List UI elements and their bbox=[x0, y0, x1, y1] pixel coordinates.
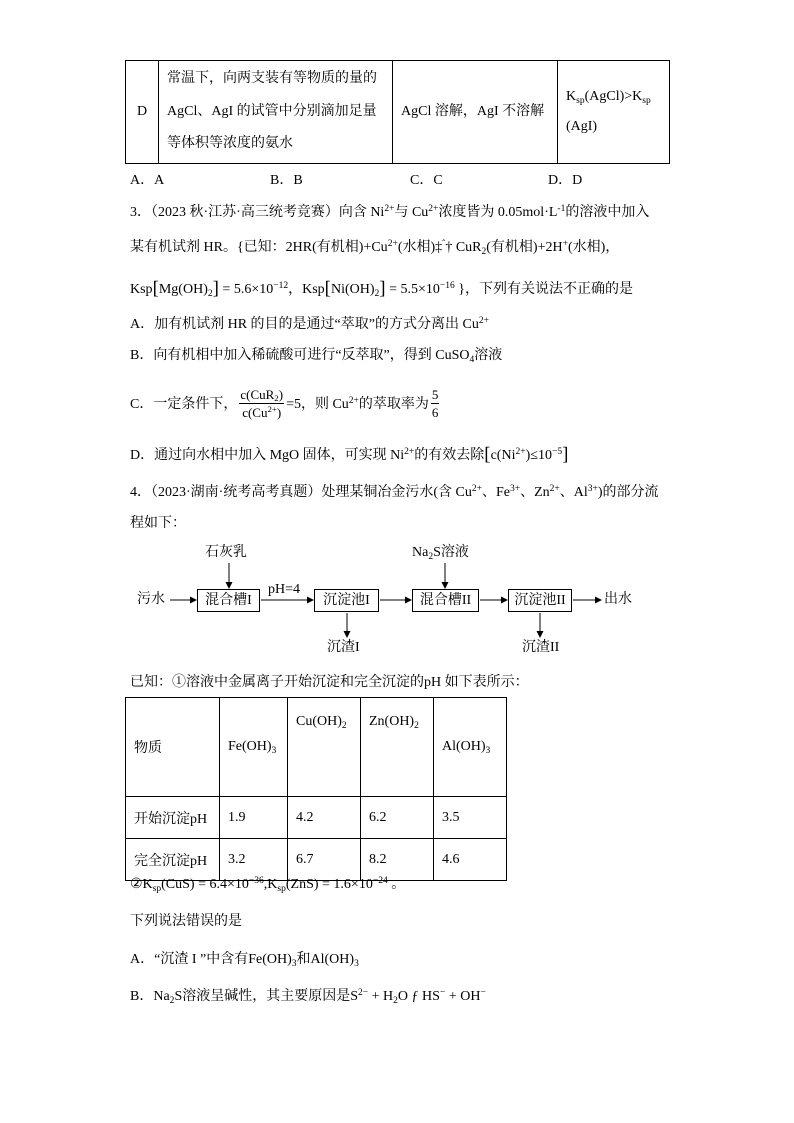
text-run: 已知：①溶液中金属离子开始沉淀和完全沉淀的pH 如下表所示： bbox=[130, 675, 529, 690]
large-bracket: ] bbox=[562, 444, 569, 466]
text-run: 、Al bbox=[559, 485, 588, 500]
text-run: 、Fe bbox=[481, 485, 510, 500]
text-run: 程如下： bbox=[130, 516, 186, 531]
text-run: 浓度皆为 0.05mol·L bbox=[438, 205, 558, 220]
superscript-text: -1 bbox=[557, 203, 566, 214]
text-run: (有机相)+2H bbox=[486, 240, 563, 255]
header-cu-oh-2 bbox=[288, 698, 361, 797]
text-run: 某有机试剂 HR。{已知：2HR(有机相)+Cu bbox=[130, 240, 388, 255]
superscript-text: 3+ bbox=[587, 483, 598, 494]
superscript-text: 2+ bbox=[471, 483, 482, 494]
q4-option-a[interactable] bbox=[130, 950, 359, 970]
q4-option-b[interactable] bbox=[130, 987, 486, 1007]
large-bracket: ] bbox=[212, 278, 219, 300]
text-run: Mg(OH) bbox=[158, 282, 208, 297]
row-label-cell bbox=[126, 61, 159, 164]
table-cell: 3.5 bbox=[434, 797, 507, 839]
extraction-rate-fraction bbox=[431, 387, 440, 420]
table-row bbox=[126, 61, 670, 164]
text-run: 的溶液中加入 bbox=[565, 205, 650, 220]
large-bracket: [ bbox=[324, 278, 331, 300]
fraction-denominator bbox=[432, 404, 439, 420]
text-run: =5，则 Cu bbox=[286, 397, 349, 412]
table-cell: 4.2 bbox=[288, 797, 361, 839]
q4-prompt: 下列说法错误的是 bbox=[130, 914, 242, 929]
text-run: Al(OH) bbox=[442, 739, 486, 754]
table-cell: 3.2 bbox=[220, 839, 288, 881]
q3-stem-line-1 bbox=[130, 203, 649, 223]
text-run: Fe(OH) bbox=[228, 739, 272, 754]
header-zn-oh-2 bbox=[361, 698, 434, 797]
text-run: ,K bbox=[263, 877, 278, 892]
superscript-text: − bbox=[439, 987, 446, 998]
text-run: AgCl、AgI 的试管中分别滴加足量 bbox=[167, 103, 377, 119]
conclusion-cell bbox=[558, 61, 670, 164]
text-run: A．“沉渣 I ”中含有Fe(OH) bbox=[130, 952, 292, 967]
text-run: + OH bbox=[445, 989, 481, 1004]
option-c-prefix bbox=[130, 393, 237, 413]
text-run: Ksp bbox=[130, 282, 153, 297]
subscript-text: sp bbox=[277, 883, 286, 894]
subscript-text: 2 bbox=[428, 551, 434, 562]
table-header-row bbox=[126, 698, 507, 797]
subscript-text: 3 bbox=[291, 958, 297, 969]
text-run: (水相)‡ bbox=[397, 240, 443, 255]
superscript-text: ˆ bbox=[442, 238, 446, 249]
superscript-text: −24 bbox=[372, 875, 388, 886]
q2-option-c[interactable]: C．C bbox=[410, 173, 443, 188]
text-run: S溶液呈碱性，其主要原因是S bbox=[174, 989, 359, 1004]
text-run: ) bbox=[278, 386, 284, 402]
row-label-complete-ph: 完全沉淀pH bbox=[126, 839, 220, 881]
operation-line-1 bbox=[167, 63, 384, 96]
conclusion-line-1 bbox=[566, 82, 661, 112]
superscript-text: − bbox=[480, 987, 486, 998]
text-run: 5 bbox=[431, 386, 439, 402]
superscript-text: 2+ bbox=[387, 238, 398, 249]
subscript-text: 2 bbox=[481, 246, 487, 257]
text-run: 3．（2023 秋·江苏·高三统考竞赛）向含 Ni bbox=[130, 205, 385, 220]
q4-stem-line-2 bbox=[130, 514, 186, 534]
box-label: 沉淀池I bbox=[323, 593, 370, 608]
superscript-text: + bbox=[562, 238, 568, 249]
text-run: (AgI) bbox=[566, 119, 598, 134]
large-bracket: [ bbox=[484, 444, 491, 466]
flow-box-settling-tank-1 bbox=[314, 589, 379, 612]
flow-box-mixing-tank-1 bbox=[197, 589, 260, 612]
superscript-text: 3+ bbox=[509, 483, 521, 494]
superscript-text: 2+ bbox=[515, 446, 526, 457]
q3-option-b[interactable] bbox=[130, 346, 502, 366]
large-bracket: ] bbox=[379, 278, 386, 300]
text-run: 常温下，向两支装有等物质的量的 bbox=[167, 71, 377, 87]
subscript-text: 2 bbox=[207, 288, 213, 299]
precipitation-ph-table bbox=[125, 697, 507, 881]
text-run: A．加有机试剂 HR 的目的是通过“萃取”的方式分离出 Cu bbox=[130, 317, 479, 332]
header-substance bbox=[126, 698, 220, 797]
text-run: K bbox=[566, 89, 577, 104]
subscript-text: 3 bbox=[271, 745, 277, 756]
row-label: D bbox=[136, 104, 148, 119]
text-run: ②K bbox=[130, 877, 153, 892]
q3-option-c[interactable] bbox=[130, 385, 441, 421]
text-run: ) bbox=[276, 404, 282, 420]
text-run: Ni(OH) bbox=[330, 282, 375, 297]
superscript-text: −12 bbox=[273, 280, 289, 291]
q3-option-a[interactable] bbox=[130, 315, 489, 335]
phenomenon-text bbox=[401, 96, 549, 129]
flow-input-wastewater: 污水 bbox=[137, 592, 165, 607]
superscript-text: 2+ bbox=[404, 446, 415, 457]
subscript-text: 2 bbox=[169, 995, 175, 1006]
text-run: Na bbox=[412, 545, 429, 560]
text-run: 和Al(OH) bbox=[296, 952, 355, 967]
subscript-text: sp bbox=[576, 95, 585, 106]
text-run: 6 bbox=[431, 404, 439, 420]
box-label: 混合槽I bbox=[205, 593, 252, 608]
text-run: 。 bbox=[387, 877, 406, 892]
text-run: c(CuR bbox=[240, 386, 275, 402]
text-run: 溶液 bbox=[474, 348, 503, 363]
operation-line-3 bbox=[167, 128, 384, 161]
q4-known-1 bbox=[130, 673, 529, 693]
text-run: = 5.6×10 bbox=[218, 282, 274, 297]
text-run: )的部分流 bbox=[597, 485, 659, 500]
text-run: S溶液 bbox=[433, 545, 469, 560]
subscript-text: 4 bbox=[469, 354, 475, 365]
subscript-text: 2 bbox=[393, 995, 398, 1006]
text-run: }，下列有关说法不正确的是 bbox=[454, 282, 633, 297]
fraction-denominator bbox=[242, 404, 281, 420]
subscript-text: 2 bbox=[274, 393, 279, 404]
text-run: D．通过向水相中加入 MgO 固体，可实现 Ni bbox=[130, 448, 405, 463]
subscript-text: 2 bbox=[414, 720, 419, 731]
fraction-numerator bbox=[431, 387, 440, 404]
text-run: † CuR bbox=[445, 240, 482, 255]
text-run: 的有效去除 bbox=[414, 448, 485, 463]
text-run: c(Cu bbox=[242, 404, 268, 420]
flow-residue-1: 沉渣I bbox=[327, 640, 360, 655]
superscript-text: −36 bbox=[248, 875, 264, 886]
text-run: (水相)， bbox=[567, 240, 620, 255]
superscript-text: 2+ bbox=[478, 315, 489, 326]
flow-residue-2: 沉渣II bbox=[522, 640, 560, 655]
option-c-middle bbox=[286, 393, 429, 413]
text-run: (ZnS) = 1.6×10 bbox=[285, 877, 373, 892]
text-run: Cu(OH) bbox=[296, 714, 342, 729]
text-run: 4．（2023·湖南·统考高考真题）处理某铜冶金污水(含 Cu bbox=[130, 485, 472, 500]
concentration-ratio-fraction bbox=[239, 387, 284, 420]
table-cell: 8.2 bbox=[361, 839, 434, 881]
experiment-table-row-d bbox=[125, 60, 670, 164]
flow-reagent-na2s-solution bbox=[412, 543, 469, 563]
flow-reagent-lime-milk: 石灰乳 bbox=[205, 545, 247, 560]
q3-stem-line-2 bbox=[130, 238, 619, 258]
table-row bbox=[126, 797, 507, 839]
text-run: 的萃取率为 bbox=[358, 397, 429, 412]
conclusion-line-2 bbox=[566, 112, 661, 142]
q2-option-d[interactable]: D．D bbox=[548, 173, 583, 188]
subscript-text: 2 bbox=[374, 288, 380, 299]
box-label: 混合槽II bbox=[419, 593, 472, 608]
text-run: (AgCl)>K bbox=[584, 89, 643, 104]
q4-known-2 bbox=[130, 875, 405, 895]
header-fe-oh-3 bbox=[220, 698, 288, 797]
subscript-text: sp bbox=[642, 95, 651, 106]
superscript-text: −5 bbox=[551, 446, 563, 457]
text-run: ，Ksp bbox=[288, 282, 325, 297]
superscript-text: 2+ bbox=[267, 403, 277, 414]
operation-line-2 bbox=[167, 96, 384, 129]
q4-stem-line-1 bbox=[130, 483, 659, 503]
text-run: O ƒ HS bbox=[397, 989, 440, 1004]
superscript-text: 2+ bbox=[348, 395, 359, 406]
text-run: + H bbox=[368, 989, 394, 1004]
q3-option-d[interactable] bbox=[130, 446, 568, 466]
text-run: B．向有机相中加入稀硫酸可进行“反萃取”，得到 CuSO bbox=[130, 348, 470, 363]
text-run: )≤10 bbox=[525, 448, 552, 463]
text-run: 、Zn bbox=[520, 485, 550, 500]
text-run: AgCl 溶解，AgI 不溶解 bbox=[401, 103, 545, 119]
box-label: 沉淀池II bbox=[514, 593, 566, 608]
fraction-numerator bbox=[239, 387, 284, 404]
superscript-text: 2+ bbox=[549, 483, 560, 494]
flow-box-mixing-tank-2 bbox=[412, 589, 479, 612]
text-run: c(Ni bbox=[490, 448, 516, 463]
superscript-text: 2+ bbox=[428, 203, 439, 214]
subscript-text: 3 bbox=[485, 745, 491, 756]
table-cell: 4.6 bbox=[434, 839, 507, 881]
text-run: (CuS) = 6.4×10 bbox=[161, 877, 249, 892]
flow-box-settling-tank-2 bbox=[508, 589, 572, 612]
operation-cell bbox=[159, 61, 393, 164]
subscript-text: 2 bbox=[341, 720, 347, 731]
flow-output-water: 出水 bbox=[604, 592, 632, 607]
table-cell: 6.2 bbox=[361, 797, 434, 839]
text-run: 等体积等浓度的氨水 bbox=[167, 136, 293, 152]
subscript-text: 3 bbox=[354, 958, 359, 969]
large-bracket: [ bbox=[152, 278, 159, 300]
text-run: B．Na bbox=[130, 989, 170, 1004]
text-run: Zn(OH) bbox=[369, 714, 415, 729]
table-cell: 6.7 bbox=[288, 839, 361, 881]
superscript-text: 2− bbox=[358, 987, 369, 998]
superscript-text: 2+ bbox=[384, 203, 395, 214]
table-cell: 1.9 bbox=[220, 797, 288, 839]
text-run: = 5.5×10 bbox=[385, 282, 440, 297]
phenomenon-cell bbox=[393, 61, 558, 164]
subscript-text: sp bbox=[152, 883, 162, 894]
text-run: C．一定条件下， bbox=[130, 397, 238, 412]
superscript-text: −16 bbox=[439, 280, 455, 291]
text-run: 与 Cu bbox=[394, 205, 429, 220]
row-label-start-ph: 开始沉淀pH bbox=[126, 797, 220, 839]
flow-ph-condition: pH=4 bbox=[268, 582, 301, 597]
header-al-oh-3 bbox=[434, 698, 507, 797]
q3-stem-line-3 bbox=[130, 280, 633, 300]
q2-option-a[interactable]: A．A bbox=[130, 173, 165, 188]
text-run: 物质 bbox=[134, 741, 162, 756]
q2-option-b[interactable]: B．B bbox=[270, 173, 303, 188]
